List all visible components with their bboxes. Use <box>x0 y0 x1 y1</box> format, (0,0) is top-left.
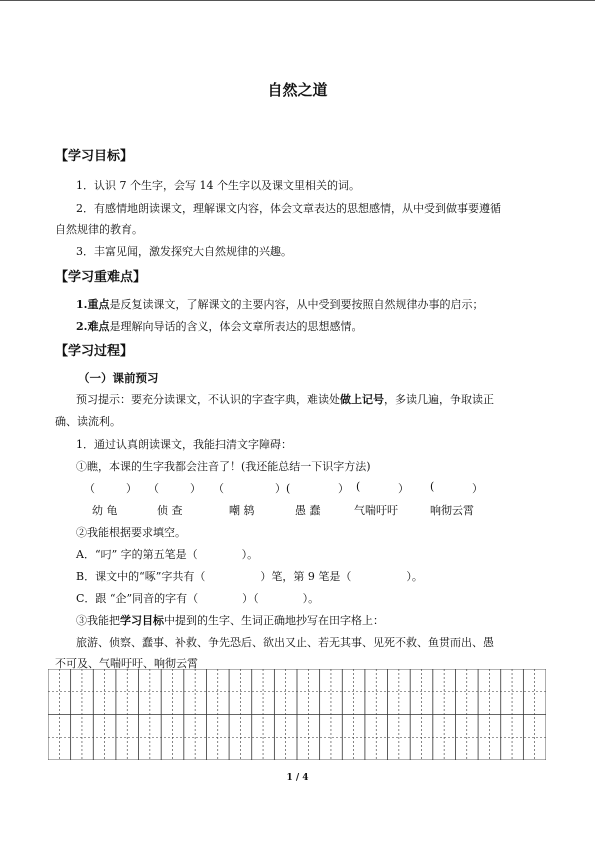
word-4: 愚 蠢 <box>295 504 321 517</box>
q3-text-bold: 学习目标 <box>120 614 164 627</box>
q3-text-a: ③我能把 <box>76 614 120 627</box>
q3-text-b: 中提到的生字、生词正确地抄写在田字格上： <box>164 614 384 627</box>
preview-hint-continued: 确、读流利。 <box>55 415 121 428</box>
hint-text-bold: 做上记号 <box>340 393 384 406</box>
copy-words-line-1: 旅游、侦察、蠢事、补救、争先恐后、欲出又止、若无其事、见死不救、鱼贯而出、愚 <box>76 636 494 649</box>
word-3: 嘲 鸫 <box>229 504 255 517</box>
pinyin-bracket-3a: （ <box>213 482 224 495</box>
pinyin-bracket-5a: ( <box>356 480 361 493</box>
word-2: 侦 查 <box>157 504 183 517</box>
key-point-1-text: 是反复读课文，了解课文的主要内容，从中受到要按照自然规律办事的启示； <box>109 298 484 311</box>
goal-2: 2．有感情地朗读课文，理解课文内容，体会文章表达的思想感情，从中受到做事要遵循 <box>76 202 501 215</box>
preview-heading: （一）课前预习 <box>78 371 159 385</box>
pinyin-bracket-3b: ）( <box>275 482 291 495</box>
hint-text-a: 预习提示：要充分读课文，不认识的字查字典，难读处 <box>76 393 340 406</box>
word-1: 幼 龟 <box>92 504 118 517</box>
page-title: 自然之道 <box>267 81 328 99</box>
hint-text-b: ，多读几遍，争取读正 <box>384 393 494 406</box>
question-1: ①瞧，本课的生字我都会注音了！(我还能总结一下识字方法) <box>76 460 371 473</box>
pinyin-bracket-5b: ） <box>398 482 409 495</box>
page-number: 1 / 4 <box>286 773 309 783</box>
key-point-1 <box>76 296 483 312</box>
goal-1: 1．认识 7 个生字，会写 14 个生字以及课文里相关的词。 <box>76 179 360 192</box>
goal-2-continued: 自然规律的教育。 <box>55 223 143 236</box>
page-top-border <box>0 0 595 1</box>
key-points-heading: 【学习重难点】 <box>55 270 147 285</box>
copy-words-line-2: 不可及、气喘吁吁、响彻云霄 <box>55 657 198 670</box>
word-5: 气喘吁吁 <box>354 504 398 517</box>
pinyin-bracket-1a: （ <box>84 482 95 495</box>
pinyin-bracket-2a: （ <box>148 482 159 495</box>
process-heading: 【学习过程】 <box>55 344 134 359</box>
fill-b: B．课文中的“啄”字共有（ ）笔，第 9 笔是（ ）。 <box>76 570 423 583</box>
pinyin-bracket-4b: ） <box>338 482 349 495</box>
task-1: 1．通过认真朗读课文，我能扫清文字障碍： <box>76 438 292 451</box>
key-point-2-text: 是理解向导话的含义，体会文章所表达的思想感情。 <box>109 320 363 333</box>
key-point-2 <box>76 318 362 334</box>
tianzige-writing-grid[interactable] <box>48 669 546 760</box>
question-3 <box>76 612 384 628</box>
key-point-2-label: 2.难点 <box>76 320 110 333</box>
pinyin-bracket-6b: ） <box>472 482 483 495</box>
pinyin-bracket-1b: ） <box>126 482 137 495</box>
question-2: ②我能根据要求填空。 <box>76 526 186 539</box>
word-6: 响彻云霄 <box>430 504 474 517</box>
fill-c: C．跟 “企”同音的字有（ ）（ ）。 <box>76 592 320 605</box>
fill-a: A．“叼” 字的第五笔是（ ）。 <box>76 548 259 561</box>
pinyin-bracket-2b: ） <box>190 482 201 495</box>
goal-3: 3．丰富见闻，激发探究大自然规律的兴趣。 <box>76 245 292 258</box>
key-point-1-label: 1.重点 <box>76 298 110 311</box>
pinyin-bracket-6a: ( <box>430 480 435 493</box>
preview-hint <box>76 391 494 407</box>
goals-heading: 【学习目标】 <box>55 149 134 164</box>
